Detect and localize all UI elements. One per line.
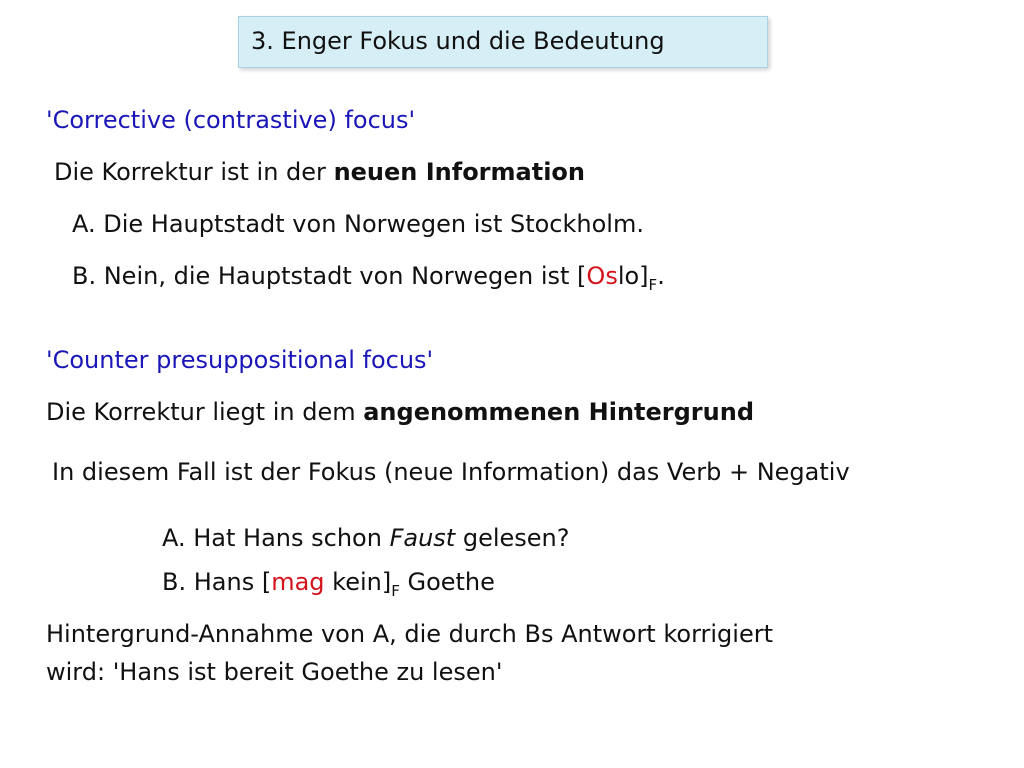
section1-example-b-end: .: [657, 262, 665, 290]
section2-example-a-text: A. Hat Hans schon: [162, 524, 390, 552]
section1-heading: 'Corrective (contrastive) focus': [46, 106, 416, 134]
section1-desc-bold: neuen Information: [333, 158, 585, 186]
slide-title: 3. Enger Fokus und die Bedeutung: [251, 27, 665, 55]
section2-desc-bold: angenommenen Hintergrund: [363, 398, 754, 426]
section2-description: [46, 396, 754, 428]
section2-example-a-post: gelesen?: [455, 524, 570, 552]
section2-example-b-post: kein]: [324, 568, 392, 596]
title-box: [238, 16, 768, 68]
section2-example-b-text: B. Hans [: [162, 568, 272, 596]
section2-conclusion-line1: Hintergrund-Annahme von A, die durch Bs Antwort korrigiert: [46, 620, 773, 648]
section1-example-b-text: B. Nein, die Hauptstadt von Norwegen ist [: [72, 262, 587, 290]
section1-example-b-red: Os: [586, 262, 618, 290]
section2-example-b-red: mag: [271, 568, 325, 596]
section1-example-b-post: lo]: [617, 262, 649, 290]
section2-example-b: [162, 566, 495, 601]
section1-example-b-subscript: F: [648, 276, 658, 294]
section2-heading: 'Counter presuppositional focus': [46, 346, 434, 374]
section2-example-b-end: Goethe: [399, 568, 495, 596]
section2-conclusion-line2: wird: 'Hans ist bereit Goethe zu lesen': [46, 658, 503, 686]
section2-example-b-subscript: F: [391, 582, 400, 600]
section2-example-a-italic: Faust: [389, 524, 456, 552]
section2-example-a: [162, 522, 570, 554]
section2-note: In diesem Fall ist der Fokus (neue Information) das Verb + Negativ: [52, 458, 850, 486]
section1-description: [54, 156, 585, 188]
section1-desc-text: Die Korrektur ist in der: [54, 158, 334, 186]
section2-desc-text: Die Korrektur liegt in dem: [46, 398, 364, 426]
section1-example-b: [72, 260, 665, 295]
section1-example-a: A. Die Hauptstadt von Norwegen ist Stockholm.: [72, 210, 644, 238]
